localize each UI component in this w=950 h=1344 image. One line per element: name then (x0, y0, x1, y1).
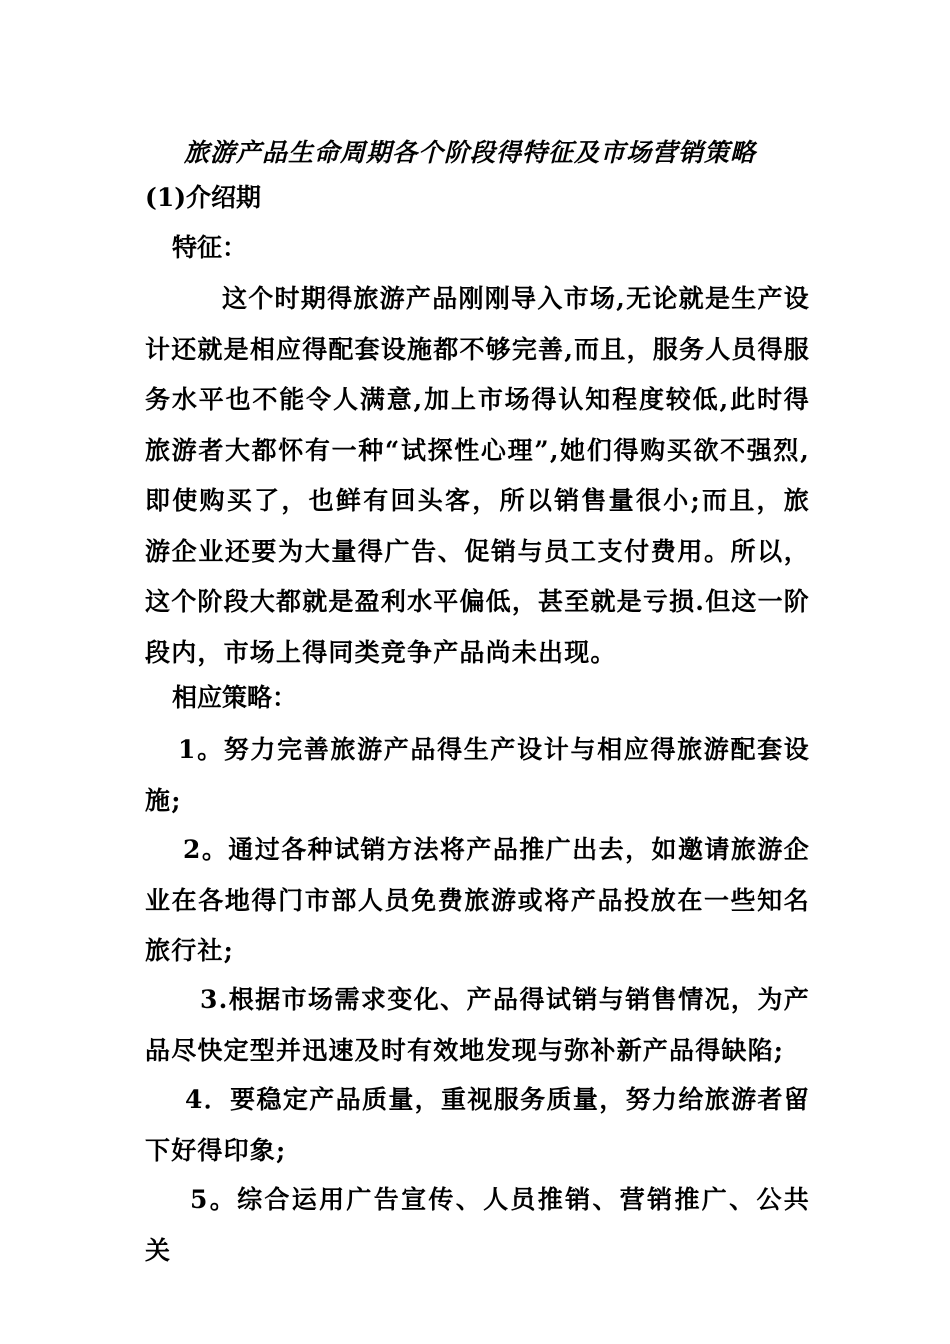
strategy-item-3: 3.根据市场需求变化、产品得试销与销售情况，为产品尽快定型并迅速及时有效地发现与弥补新产品得缺陷; (145, 985, 810, 1065)
strategy-label: 相应策略： (172, 683, 298, 712)
strategy-item-4: 4．要稳定产品质量，重视服务质量，努力给旅游者留下好得印象; (145, 1085, 810, 1165)
document-title: 旅游产品生命周期各个阶段得特征及市场营销策略 (183, 138, 756, 167)
features-paragraph: 这个时期得旅游产品刚刚导入市场,无论就是生产设计还就是相应得配套设施都不够完善,而且，服务人员得服务水平也不能令人满意,加上市场得认知程度较低,此时得旅游者大都怀有一种“试探性心理”,她们得购买欲不强烈,即使购买了，也鲜有回头客，所以销售量很小;而且，旅游企业还要为大量得广告、促销与员工支付费用。所以，这个阶段大都就是盈利水平偏低，甚至就是亏损.但这一阶段内，市场上得同类竞争产品尚未出现。 (145, 284, 810, 667)
strategy-item-1: 1。努力完善旅游产品得生产设计与相应得旅游配套设施; (145, 735, 810, 815)
strategy-item-2: 2。通过各种试销方法将产品推广出去，如邀请旅游企业在各地得门市部人员免费旅游或将产品投放在一些知名旅行社; (145, 835, 810, 965)
features-label: 特征： (172, 233, 248, 262)
strategy-item-5: 5。综合运用广告宣传、人员推销、营销推广、公共关 (145, 1185, 810, 1265)
section-heading: (1)介绍期 (145, 183, 262, 212)
